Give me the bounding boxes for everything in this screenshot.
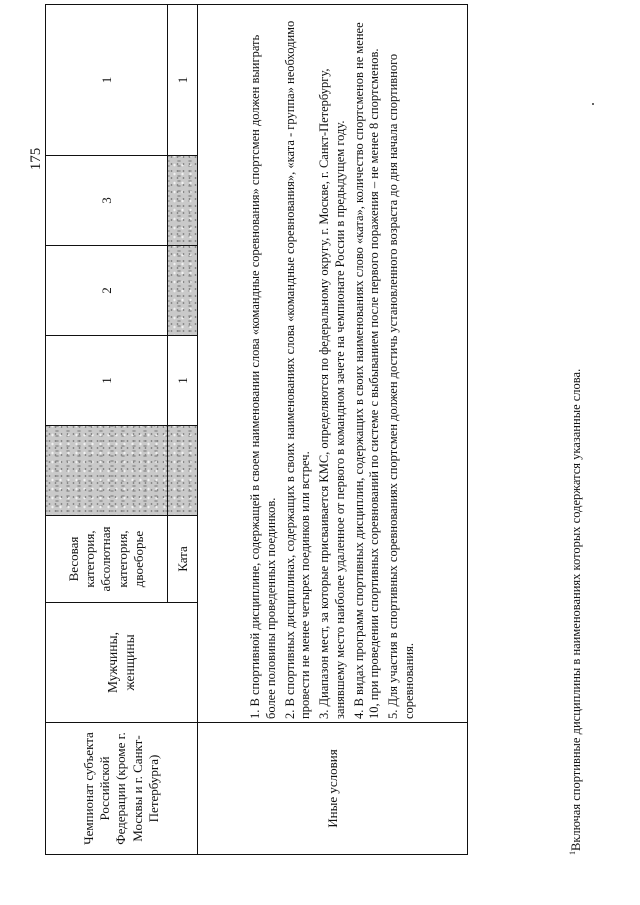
place-cell: 2 bbox=[46, 246, 168, 336]
condition-item: 4. В видах программ спортивных дисциплин, содержащих в своих наименованиях слово «ката», количество спортсменов не менее 10, при проведении спортивных соревнований по системе с выбыванием после первого поражения – не менее 8 спортсменов. bbox=[351, 22, 381, 719]
footnote-marker: 1 bbox=[568, 851, 577, 855]
kata-place-cell: 1 bbox=[168, 336, 198, 426]
other-conditions-row bbox=[198, 5, 468, 855]
footnote bbox=[568, 369, 584, 855]
condition-item: 3. Диапазон мест, за которые присваивается КМС, определяются по федеральному округу, г. Москве, г. Санкт-Петербургу, занявшему место наиболее удаленное от первого в командном зачете на чемпионате России в предыдущем году. bbox=[317, 68, 347, 719]
condition-item: 2. В спортивных дисциплинах, содержащих в своих наименованиях слова «командные соревнования», «ката - группа» необходимо провести не менее четырех поединков или встреч. bbox=[282, 20, 312, 719]
shaded-cell bbox=[168, 246, 198, 336]
other-conditions-label: Иные условия bbox=[198, 723, 468, 855]
kata-place-cell: 1 bbox=[168, 5, 198, 156]
shaded-cell bbox=[168, 426, 198, 516]
condition-item: 1. В спортивной дисциплине, содержащей в своем наименовании слова «командные соревнования» спортсмен должен выиграть более половины проведенных поединков. bbox=[248, 34, 278, 719]
condition-item: 5. Для участия в спортивных соревнованиях спортсмен должен достичь установленного возраста до дня начала спортивного соревнования. bbox=[386, 53, 416, 719]
shaded-cell bbox=[168, 156, 198, 246]
place-cell: 1 bbox=[46, 5, 168, 156]
kata-label: Ката bbox=[168, 516, 198, 603]
shaded-cell bbox=[46, 426, 168, 516]
footnote-text: Включая спортивные дисциплины в наименованиях которых содержатся указанные слова. bbox=[569, 368, 584, 851]
weight-category-cell: Весовая категория, абсолютная категория, двоеборье bbox=[46, 516, 168, 603]
place-cell: 1 bbox=[46, 336, 168, 426]
gender-cell: Мужчины, женщины bbox=[46, 603, 198, 723]
page-number: 175 bbox=[28, 147, 44, 171]
conditions-list bbox=[198, 5, 468, 723]
header-row bbox=[46, 5, 168, 855]
qualification-table bbox=[45, 4, 468, 855]
place-cell: 3 bbox=[46, 156, 168, 246]
championship-cell: Чемпионат субъекта Российской Федерации (кроме г. Москвы и г. Санкт-Петербурга) bbox=[46, 723, 198, 855]
